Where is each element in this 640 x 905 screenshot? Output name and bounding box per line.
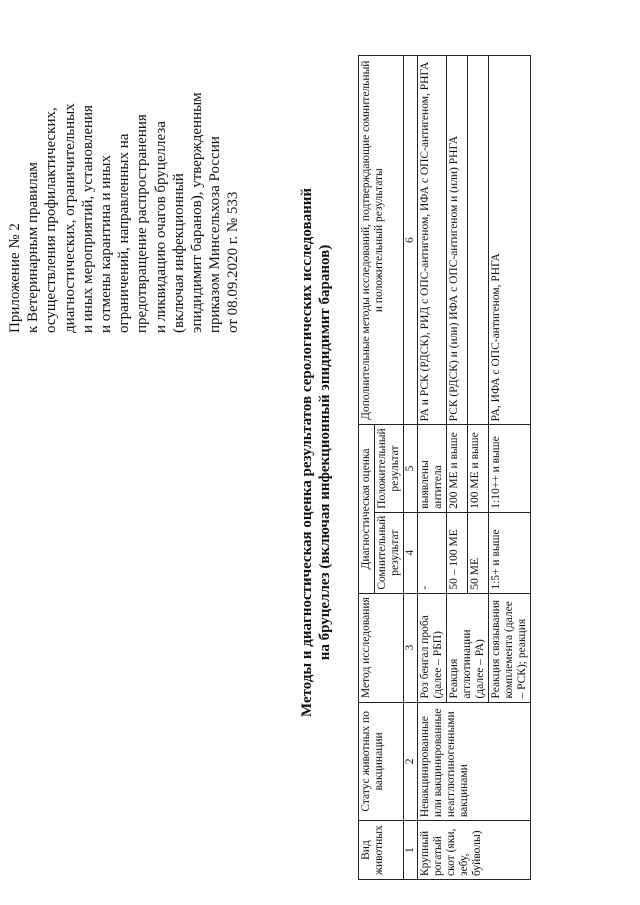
doubtful-cell: 1:5+ и выше bbox=[489, 512, 531, 593]
appendix-line: предотвращение распространения bbox=[134, 114, 151, 333]
method-cell: Реакция связывания комплемента (далее – РСК); реакция bbox=[489, 593, 531, 702]
title-line-2: на бруцеллез (включая инфекционный эпидидимит баранов) bbox=[317, 244, 333, 661]
appendix-line: осуществления профилактических, bbox=[43, 107, 60, 333]
appendix-line: ограничений, направленных на bbox=[116, 133, 133, 333]
header-extra-methods: Дополнительные методы исследований, подтверждающие сомнительный и положительный результаты bbox=[359, 56, 404, 425]
col-number: 5 bbox=[404, 425, 418, 512]
header-row bbox=[359, 56, 375, 880]
appendix-block bbox=[6, 3, 243, 333]
header-positive: Положительный результат bbox=[375, 425, 404, 512]
header-species: Вид животных bbox=[359, 821, 404, 880]
positive-cell: 200 МЕ и выше bbox=[447, 425, 468, 512]
col-number: 1 bbox=[404, 821, 418, 880]
appendix-line: эпидидимит баранов), утвержденным bbox=[189, 92, 206, 333]
method-cell: Роз бенгал проба (далее – РБП) bbox=[418, 593, 447, 702]
doubtful-cell: 50 – 100 МЕ bbox=[447, 512, 468, 593]
doubtful-cell: - bbox=[418, 512, 447, 593]
appendix-line: диагностических, ограничительных bbox=[61, 103, 78, 333]
appendix-line: и отмены карантина и иных bbox=[98, 155, 115, 333]
appendix-line: и иных мероприятий, установления bbox=[79, 105, 96, 333]
col-number: 2 bbox=[404, 702, 418, 821]
header-status: Статус животных по вакцинации bbox=[359, 702, 404, 821]
extra-cell: РСК (РДСК) и (или) ИФА с ОПС-антигеном и (или) РНГА bbox=[447, 56, 468, 425]
column-number-row bbox=[404, 56, 418, 880]
appendix-line: от 08.09.2020 г. № 533 bbox=[225, 191, 242, 333]
extra-cell: РА, ИФА с ОПС-антигеном, РНГА bbox=[489, 56, 531, 425]
header-doubtful: Сомнительный результат bbox=[375, 512, 404, 593]
appendix-line: и ликвидацию очагов бруцеллеза bbox=[152, 121, 169, 333]
status-cell: Невакцинированные или вакцинированные неагглютиногенными вакцинами bbox=[418, 702, 531, 821]
doubtful-cell: 50 МЕ bbox=[468, 512, 489, 593]
results-table bbox=[358, 55, 531, 880]
header-diagnostic: Диагностическая оценка bbox=[359, 425, 375, 593]
positive-cell: 1:10++ и выше bbox=[489, 425, 531, 512]
positive-cell: выявлены антитела bbox=[418, 425, 447, 512]
document-title bbox=[298, 0, 334, 905]
table-row bbox=[418, 56, 447, 880]
appendix-line: (включая инфекционный bbox=[170, 173, 187, 333]
appendix-line: Приложение № 2 bbox=[7, 223, 23, 333]
extra-cell: РА и РСК (РДСК), РИД с ОПС-антигеном, ИФА с ОПС-антигеном, РНГА bbox=[418, 56, 447, 425]
col-number: 3 bbox=[404, 593, 418, 702]
method-cell: Реакция агглютинации (далее – РА) bbox=[447, 593, 489, 702]
species-cell: Крупный рогатый скот (яки, зебу, буйволы) bbox=[418, 821, 531, 880]
col-number: 4 bbox=[404, 512, 418, 593]
header-method: Метод исследования bbox=[359, 593, 404, 702]
positive-cell: 100 МЕ и выше bbox=[468, 425, 489, 512]
extra-cell bbox=[468, 56, 489, 425]
appendix-line: к Ветеринарным правилам bbox=[25, 162, 42, 333]
appendix-line: приказом Минсельхоза России bbox=[207, 136, 224, 333]
title-line-1: Методы и диагностическая оценка результатов серологических исследований bbox=[299, 188, 315, 718]
col-number: 6 bbox=[404, 56, 418, 425]
